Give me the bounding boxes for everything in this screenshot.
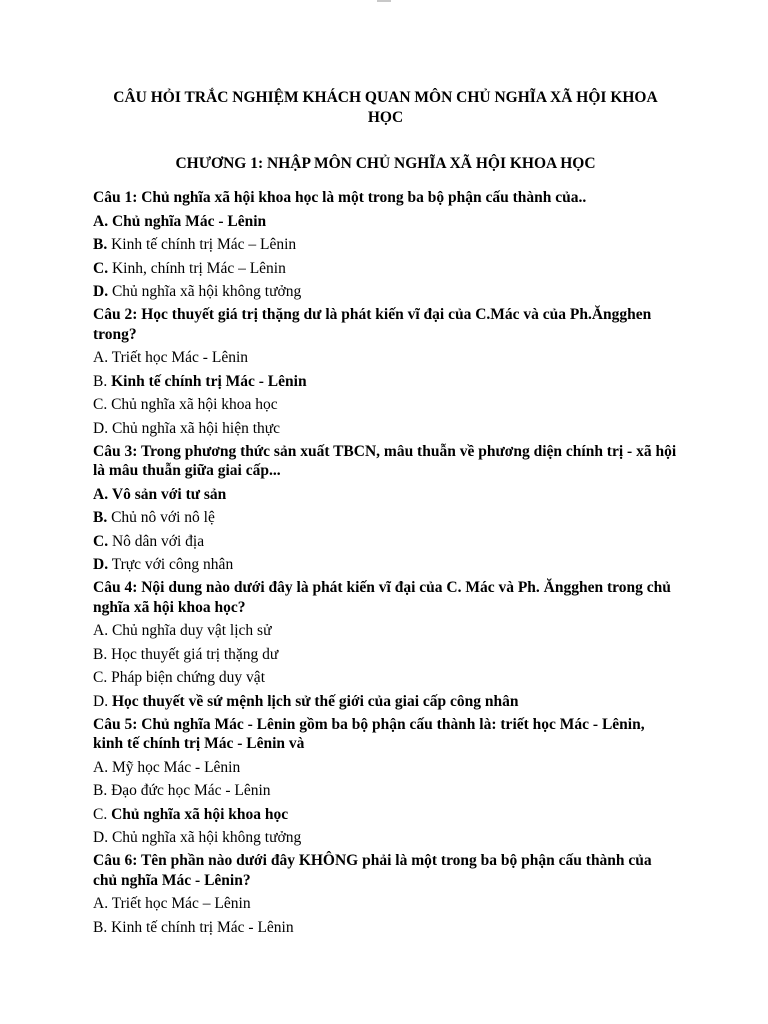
option-letter: B. [93, 645, 108, 663]
answer-option [93, 781, 678, 801]
question-block [93, 305, 678, 438]
option-letter: A. [93, 758, 109, 776]
document-title: CÂU HỎI TRẮC NGHIỆM KHÁCH QUAN MÔN CHỦ NGHĨA XÃ HỘI KHOA HỌC [113, 89, 658, 126]
question-block [93, 578, 678, 711]
option-text: Chủ nghĩa xã hội khoa học [111, 805, 289, 823]
option-letter: B. [93, 236, 108, 253]
option-letter: D. [93, 419, 109, 437]
question-block [93, 188, 678, 302]
question-text: Câu 2: Học thuyết giá trị thặng dư là phát kiến vĩ đại của C.Mác và của Ph.Ăngghen trong? [93, 306, 652, 343]
answer-option [93, 508, 678, 528]
question-text: Câu 3: Trong phương thức sản xuất TBCN, mâu thuẫn về phương diện chính trị - xã hội là mâu thuẫn giữa giai cấp... [93, 442, 677, 479]
page-top-mark [377, 0, 391, 2]
option-letter: A. [93, 485, 109, 503]
answer-option [93, 805, 678, 825]
option-text: Đạo đức học Mác - Lênin [111, 782, 271, 799]
option-text: Pháp biện chứng duy vật [111, 669, 265, 686]
document-page [93, 88, 678, 941]
option-text: Triết học Mác – Lênin [111, 895, 251, 912]
option-text: Trực với công nhân [111, 556, 234, 573]
option-letter: C. [93, 259, 109, 277]
option-letter: B. [93, 782, 108, 799]
option-letter: A. [93, 622, 109, 639]
answer-option [93, 555, 678, 575]
answer-option [93, 235, 678, 255]
question-text: Câu 4: Nội dung nào dưới đây là phát kiến vĩ đại của C. Mác và Ph. Ăngghen trong chủ nghĩa xã hội khoa học? [93, 579, 671, 616]
question-list [93, 188, 678, 937]
option-text: Mỹ học Mác - Lênin [111, 758, 241, 776]
option-letter: B. [93, 372, 108, 390]
option-text: Chủ nô với nô lệ [111, 509, 215, 526]
answer-option [93, 485, 678, 505]
option-text: Kinh tế chính trị Mác – Lênin [111, 236, 297, 253]
option-text: Chủ nghĩa xã hội khoa học [111, 396, 278, 413]
answer-option [93, 645, 678, 665]
option-text: Học thuyết giá trị thặng dư [111, 645, 279, 663]
answer-option [93, 918, 678, 938]
answer-option [93, 668, 678, 688]
answer-option [93, 758, 678, 778]
question-block [93, 851, 678, 937]
answer-option [93, 621, 678, 641]
option-letter: A. [93, 212, 109, 230]
question-block [93, 715, 678, 848]
answer-option [93, 532, 678, 552]
question-text: Câu 5: Chủ nghĩa Mác - Lênin gồm ba bộ phận cấu thành là: triết học Mác - Lênin, kinh tế chính trị Mác - Lênin và [93, 715, 645, 752]
option-text: Chủ nghĩa xã hội hiện thực [111, 419, 281, 437]
option-text: Chủ nghĩa Mác - Lênin [111, 212, 267, 230]
option-letter: A. [93, 349, 109, 366]
option-text: Triết học Mác - Lênin [111, 349, 249, 366]
option-text: Chủ nghĩa xã hội không tưởng [111, 283, 302, 300]
option-letter: A. [93, 895, 109, 912]
question-text: Câu 1: Chủ nghĩa xã hội khoa học là một trong ba bộ phận cấu thành của.. [93, 189, 587, 206]
answer-option [93, 372, 678, 392]
option-letter: B. [93, 918, 108, 936]
option-text: Chủ nghĩa duy vật lịch sử [111, 622, 272, 639]
answer-option [93, 395, 678, 415]
answer-option [93, 348, 678, 368]
option-text: Vô sản với tư sản [111, 485, 227, 503]
answer-option [93, 212, 678, 232]
option-letter: D. [93, 283, 109, 300]
answer-option [93, 282, 678, 302]
option-letter: B. [93, 509, 108, 526]
option-letter: C. [93, 532, 109, 550]
chapter-heading: CHƯƠNG 1: NHẬP MÔN CHỦ NGHĨA XÃ HỘI KHOA HỌC [175, 155, 596, 172]
option-letter: C. [93, 396, 108, 413]
option-letter: D. [93, 692, 109, 710]
option-text: Chủ nghĩa xã hội không tưởng [111, 829, 302, 846]
option-letter: C. [93, 669, 108, 686]
question-text: Câu 6: Tên phần nào dưới đây KHÔNG phải là một trong ba bộ phận cấu thành của chủ nghĩa Mác - Lênin? [93, 852, 652, 889]
option-text: Kinh tế chính trị Mác - Lênin [111, 372, 307, 390]
option-letter: D. [93, 829, 109, 846]
option-letter: C. [93, 805, 108, 823]
answer-option [93, 828, 678, 848]
question-block [93, 442, 678, 575]
option-text: Nô dân với địa [111, 532, 205, 550]
option-text: Kinh, chính trị Mác – Lênin [111, 259, 286, 277]
option-text: Học thuyết về sứ mệnh lịch sử thế giới của giai cấp công nhân [111, 692, 519, 710]
answer-option [93, 692, 678, 712]
option-text: Kinh tế chính trị Mác - Lênin [111, 918, 294, 936]
answer-option [93, 259, 678, 279]
answer-option [93, 894, 678, 914]
option-letter: D. [93, 556, 109, 573]
answer-option [93, 419, 678, 439]
